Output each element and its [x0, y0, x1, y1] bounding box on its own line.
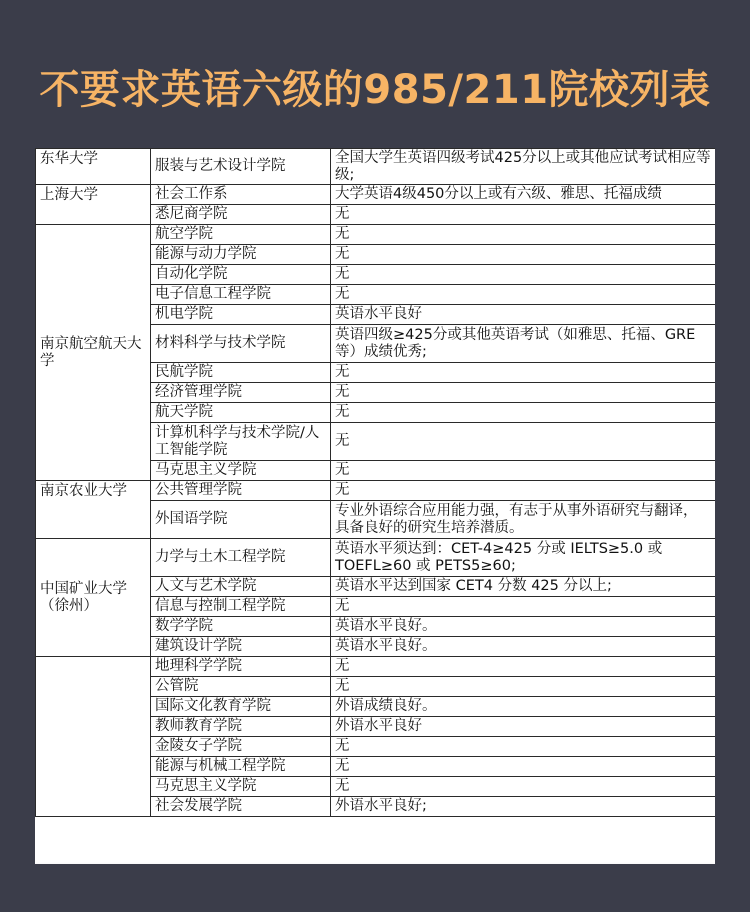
- requirement-cell: 英语水平达到国家 CET4 分数 425 分以上;: [331, 577, 716, 597]
- college-cell: 电子信息工程学院: [151, 285, 331, 305]
- requirements-sheet: [35, 148, 715, 864]
- college-cell: 经济管理学院: [151, 383, 331, 403]
- college-cell: 航空学院: [151, 225, 331, 245]
- college-cell: 建筑设计学院: [151, 637, 331, 657]
- requirement-cell: 无: [331, 265, 716, 285]
- university-cell: 上海大学: [36, 185, 151, 225]
- college-cell: 公管院: [151, 677, 331, 697]
- college-cell: 外国语学院: [151, 501, 331, 539]
- requirement-cell: 无: [331, 245, 716, 265]
- college-cell: 自动化学院: [151, 265, 331, 285]
- requirement-cell: 大学英语4级450分以上或有六级、雅思、托福成绩: [331, 185, 716, 205]
- page-title: 不要求英语六级的985/211院校列表: [39, 67, 711, 113]
- college-cell: 地理科学学院: [151, 657, 331, 677]
- college-cell: 服装与艺术设计学院: [151, 149, 331, 185]
- university-cell: 中国矿业大学（徐州）: [36, 539, 151, 657]
- table-row: [36, 657, 716, 677]
- college-cell: 数学学院: [151, 617, 331, 637]
- requirement-cell: 英语水平良好。: [331, 617, 716, 637]
- college-cell: 社会发展学院: [151, 797, 331, 817]
- college-cell: 金陵女子学院: [151, 737, 331, 757]
- requirement-cell: 无: [331, 657, 716, 677]
- university-cell: [36, 657, 151, 817]
- requirement-cell: 全国大学生英语四级考试425分以上或其他应试考试相应等级;: [331, 149, 716, 185]
- requirement-cell: 无: [331, 677, 716, 697]
- university-cell: 南京农业大学: [36, 481, 151, 539]
- requirement-cell: 英语水平良好。: [331, 637, 716, 657]
- college-cell: 教师教育学院: [151, 717, 331, 737]
- requirement-cell: 专业外语综合应用能力强，有志于从事外语研究与翻译，具备良好的研究生培养潜质。: [331, 501, 716, 539]
- table-row: [36, 149, 716, 185]
- table-row: [36, 539, 716, 577]
- requirement-cell: 英语水平须达到：CET-4≥425 分或 IELTS≥5.0 或 TOEFL≥60 或 PETS5≥60;: [331, 539, 716, 577]
- table-row: [36, 225, 716, 245]
- table-row: [36, 481, 716, 501]
- table-row: [36, 185, 716, 205]
- college-cell: 能源与机械工程学院: [151, 757, 331, 777]
- college-cell: 能源与动力学院: [151, 245, 331, 265]
- college-cell: 计算机科学与技术学院/人工智能学院: [151, 423, 331, 461]
- requirement-cell: 无: [331, 205, 716, 225]
- requirement-cell: 英语四级≥425分或其他英语考试（如雅思、托福、GRE等）成绩优秀;: [331, 325, 716, 363]
- requirement-cell: 外语水平良好;: [331, 797, 716, 817]
- requirement-cell: 无: [331, 597, 716, 617]
- university-cell: 东华大学: [36, 149, 151, 185]
- college-cell: 社会工作系: [151, 185, 331, 205]
- college-cell: 民航学院: [151, 363, 331, 383]
- requirement-cell: 无: [331, 285, 716, 305]
- requirement-cell: 无: [331, 481, 716, 501]
- university-cell: 南京航空航天大学: [36, 225, 151, 481]
- requirement-cell: 无: [331, 363, 716, 383]
- college-cell: 信息与控制工程学院: [151, 597, 331, 617]
- college-cell: 机电学院: [151, 305, 331, 325]
- requirement-cell: 无: [331, 757, 716, 777]
- requirement-cell: 外语水平良好: [331, 717, 716, 737]
- requirement-cell: 无: [331, 383, 716, 403]
- college-cell: 国际文化教育学院: [151, 697, 331, 717]
- requirement-cell: 英语水平良好: [331, 305, 716, 325]
- college-cell: 航天学院: [151, 403, 331, 423]
- college-cell: 力学与土木工程学院: [151, 539, 331, 577]
- requirement-cell: 无: [331, 225, 716, 245]
- requirements-table: [35, 148, 715, 817]
- bottom-fade: [35, 862, 715, 912]
- college-cell: 马克思主义学院: [151, 777, 331, 797]
- requirement-cell: 无: [331, 777, 716, 797]
- requirement-cell: 无: [331, 461, 716, 481]
- requirement-cell: 无: [331, 403, 716, 423]
- college-cell: 马克思主义学院: [151, 461, 331, 481]
- college-cell: 人文与艺术学院: [151, 577, 331, 597]
- requirement-cell: 外语成绩良好。: [331, 697, 716, 717]
- college-cell: 材料科学与技术学院: [151, 325, 331, 363]
- college-cell: 公共管理学院: [151, 481, 331, 501]
- college-cell: 悉尼商学院: [151, 205, 331, 225]
- requirement-cell: 无: [331, 737, 716, 757]
- requirement-cell: 无: [331, 423, 716, 461]
